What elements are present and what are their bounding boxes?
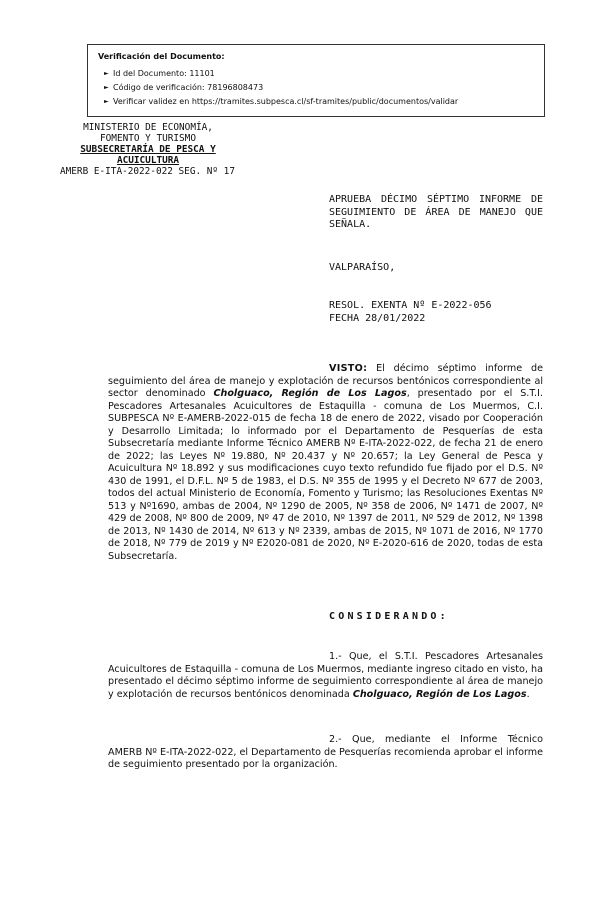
subsecretaria-line: SUBSECRETARÍA DE PESCA Y <box>80 144 216 155</box>
ministry-line: FOMENTO Y TURISMO <box>100 133 196 144</box>
amerb-reference: AMERB E-ITA-2022-022 SEG. Nº 17 <box>60 166 235 177</box>
resolution-block <box>329 300 543 325</box>
verification-title: Verificación del Documento: <box>98 52 225 61</box>
verification-box <box>87 44 545 117</box>
resolution-number: RESOL. EXENTA Nº E-2022-056 <box>329 300 492 311</box>
verification-item: ► Código de verificación: 78196808473 <box>104 81 534 95</box>
resolution-date: FECHA 28/01/2022 <box>329 312 426 324</box>
sector-name: Cholguaco, Región de Los Lagos <box>352 688 527 700</box>
verification-list <box>98 67 534 109</box>
bullet-icon: ► <box>104 70 109 77</box>
ministry-header <box>58 122 238 177</box>
verification-item: ► Id del Documento: 11101 <box>104 67 534 81</box>
visto-paragraph: VISTO: El décimo séptimo informe de seguimiento del área de manejo y explotación de recursos bentónicos correspondiente al sector denominado Cholguaco, Región de Los Lagos, presentado por el S.T.I. Pescadores Artesanales Acuicultores de Estaquilla - comuna de Los Muermos, C.I. SUBPESCA Nº E-AMERB-2022-015 de fecha 18 de enero de 2022, visado por Cooperación y Desarrollo Limitada; lo informado por el Departamento de Pesquerías de esta Subsecretaría mediante Informe Técnico AMERB Nº E-ITA-2022-022, de fecha 21 de enero de 2022; las Leyes Nº 19.880, Nº 20.437 y Nº 20.657; la Ley General de Pesca y Acuicultura Nº 18.892 y sus modificaciones cuyo texto refundido fue fijado por el D.S. Nº 430 de 1991, el D.F.L. Nº 5 de 1983, el D.S. Nº 355 de 1995 y el Decreto Nº 677 de 2003, todos del actual Ministerio de Economía, Fomento y Turismo; las Resoluciones Exentas Nº 513 y Nº1690, ambas de 2004, Nº 1290 de 2005, Nº 358 de 2006, Nº 1471 de 2007, Nº 429 de 2008, Nº 800 de 2009, Nº 47 de 2010, Nº 1397 de 2011, Nº 529 de 2012, Nº 1398 de 2013, Nº 1430 de 2014, Nº 613 y Nº 2339, ambas de 2015, Nº 1071 de 2016, Nº 1770 de 2018, Nº 779 de 2019 y Nº E2020-081 de 2020, Nº E-2020-616 de 2020, todas de esta Subsecretaría. <box>108 363 543 562</box>
sector-name: Cholguaco, Región de Los Lagos <box>213 388 407 399</box>
ministry-line: MINISTERIO DE ECONOMÍA, <box>83 122 213 133</box>
considerando-paragraph-1: 1.- Que, el S.T.I. Pescadores Artesanales Acuicultores de Estaquilla - comuna de Los Muermos, mediante ingreso citado en visto, ha presentado el décimo séptimo informe de seguimiento correspondiente al área de manejo y explotación de recursos bentónicos denominada Cholguaco, Región de Los Lagos. <box>108 651 543 700</box>
subsecretaria-line: ACUICULTURA <box>116 155 180 166</box>
document-title: APRUEBA DÉCIMO SÉPTIMO INFORME DE SEGUIMIENTO DE ÁREA DE MANEJO QUE SEÑALA. <box>329 194 543 230</box>
considerando-paragraph-2: 2.- Que, mediante el Informe Técnico AMERB Nº E-ITA-2022-022, el Departamento de Pesquerías recomienda aprobar el informe de seguimiento presentado por la organización. <box>108 734 543 770</box>
considerando-heading: CONSIDERANDO: <box>329 611 449 622</box>
bullet-icon: ► <box>104 84 109 91</box>
visto-label: VISTO: <box>329 363 368 374</box>
bullet-icon: ► <box>104 98 109 105</box>
verification-item: ► Verificar validez en https://tramites.subpesca.cl/sf-tramites/public/documentos/validar <box>104 95 534 109</box>
document-city: VALPARAÍSO, <box>329 262 396 273</box>
